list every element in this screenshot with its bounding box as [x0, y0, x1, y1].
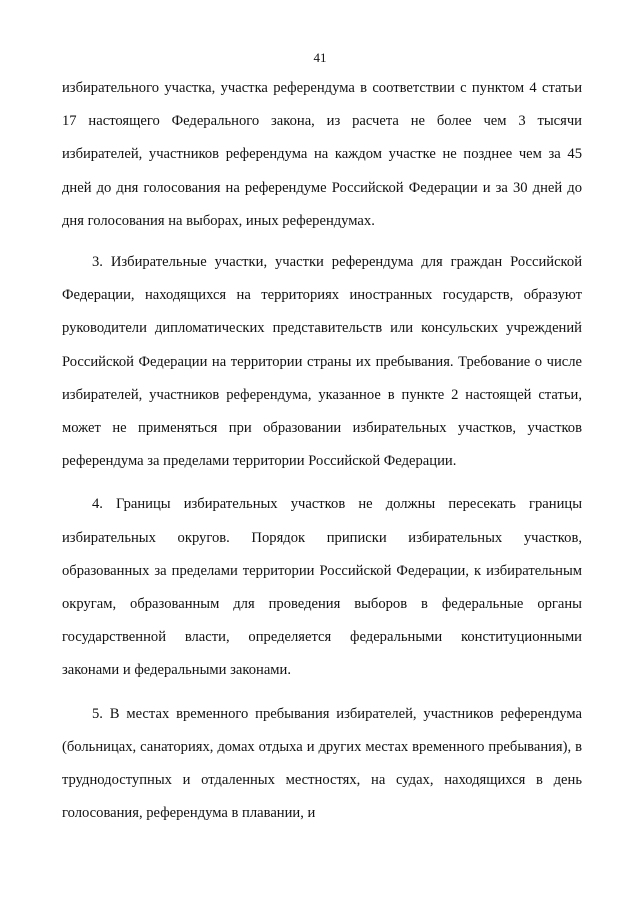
paragraph-5: 5. В местах временного пребывания избирателей, участников референдума (больницах, санаториях, домах отдыха и других местах временного пребывания), в труднодоступных и отдаленных местностях, на судах, находящихся в день голосования, референдума в плавании, и — [62, 705, 582, 822]
page-number: 41 — [313, 50, 327, 65]
paragraph-3: 3. Избирательные участки, участки референдума для граждан Российской Федерации, находящихся на территориях иностранных государств, образуют руководители дипломатических представительств или консульских учреждений Российской Федерации на территории страны их пребывания. Требование о числе избирателей, участников референдума, указанное в пункте 2 настоящей статьи, может не применяться при образовании избирательных участков, участков референдума за пределами территории Российской Федерации. — [62, 254, 582, 470]
paragraph-4: 4. Границы избирательных участков не должны пересекать границы избирательных округов. Порядок приписки избирательных участков, образованных за пределами территории Российской Федерации, к избирательным округам, образованным для проведения выборов в федеральные органы государственной власти, определяется федеральными конституционными законами и федеральными законами. — [62, 496, 582, 679]
paragraph-continuation: избирательного участка, участка референдума в соответствии с пунктом 4 статьи 17 настоящего Федерального закона, из расчета не более чем 3 тысячи избирателей, участников референдума на каждом участке не позднее чем за 45 дней до дня голосования на референдуме Российской Федерации и за 30 дней до дня голосования на выборах, иных референдумах. — [62, 80, 582, 229]
body-text — [62, 72, 582, 830]
